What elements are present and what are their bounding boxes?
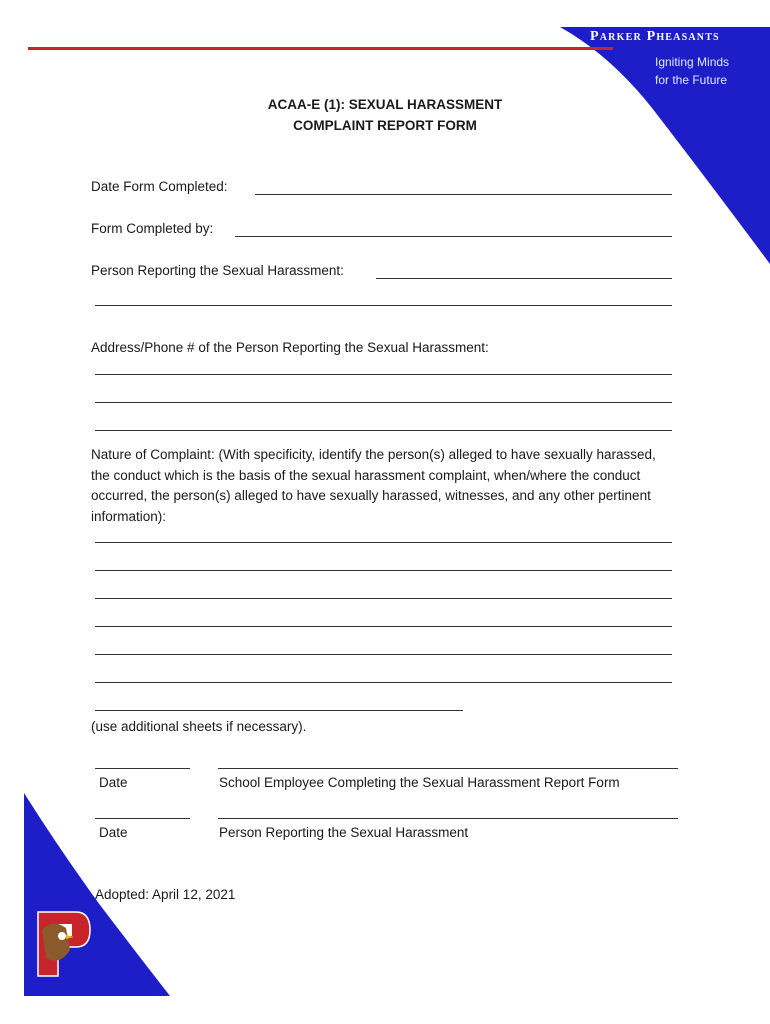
completed-by-field[interactable]: [235, 236, 672, 237]
brand-tagline-line1: Igniting Minds: [655, 55, 730, 69]
person-reporting-field[interactable]: [376, 278, 672, 279]
adopted-date: Adopted: April 12, 2021: [95, 887, 236, 902]
signature-date-label-2: Date: [99, 825, 128, 840]
date-completed-label: Date Form Completed:: [91, 179, 228, 194]
signature-date-label-1: Date: [99, 775, 128, 790]
signature-label-employee: School Employee Completing the Sexual Harassment Report Form: [219, 775, 620, 790]
signature-label-reporter: Person Reporting the Sexual Harassment: [219, 825, 469, 840]
nature-of-complaint-instructions: Nature of Complaint: (With specificity, identify the person(s) alleged to have sexually harassed, the conduct which is the basis of the sexual harassment complaint, when/where the conduct occurred, the person(s) alleged to have sexually harassed, witnesses, and any other pertinent information):: [91, 447, 656, 524]
form-title-line2: COMPLAINT REPORT FORM: [293, 118, 477, 133]
form-title-line1: ACAA-E (1): SEXUAL HARASSMENT: [267, 97, 503, 112]
signature-field-reporter[interactable]: [218, 818, 678, 819]
brand-tagline-line2: for the Future: [655, 73, 728, 87]
brand-name: Parker Pheasants: [590, 29, 720, 44]
signature-field-employee[interactable]: [218, 768, 678, 769]
signature-date-field-2[interactable]: [95, 818, 190, 819]
additional-sheets-note: (use additional sheets if necessary).: [91, 719, 307, 734]
person-reporting-label: Person Reporting the Sexual Harassment:: [91, 263, 344, 278]
date-completed-field[interactable]: [255, 194, 672, 195]
footer-banner-graphic: [0, 0, 200, 1024]
address-phone-label: Address/Phone # of the Person Reporting the Sexual Harassment:: [91, 340, 489, 355]
completed-by-label: Form Completed by:: [91, 221, 214, 236]
signature-date-field-1[interactable]: [95, 768, 190, 769]
